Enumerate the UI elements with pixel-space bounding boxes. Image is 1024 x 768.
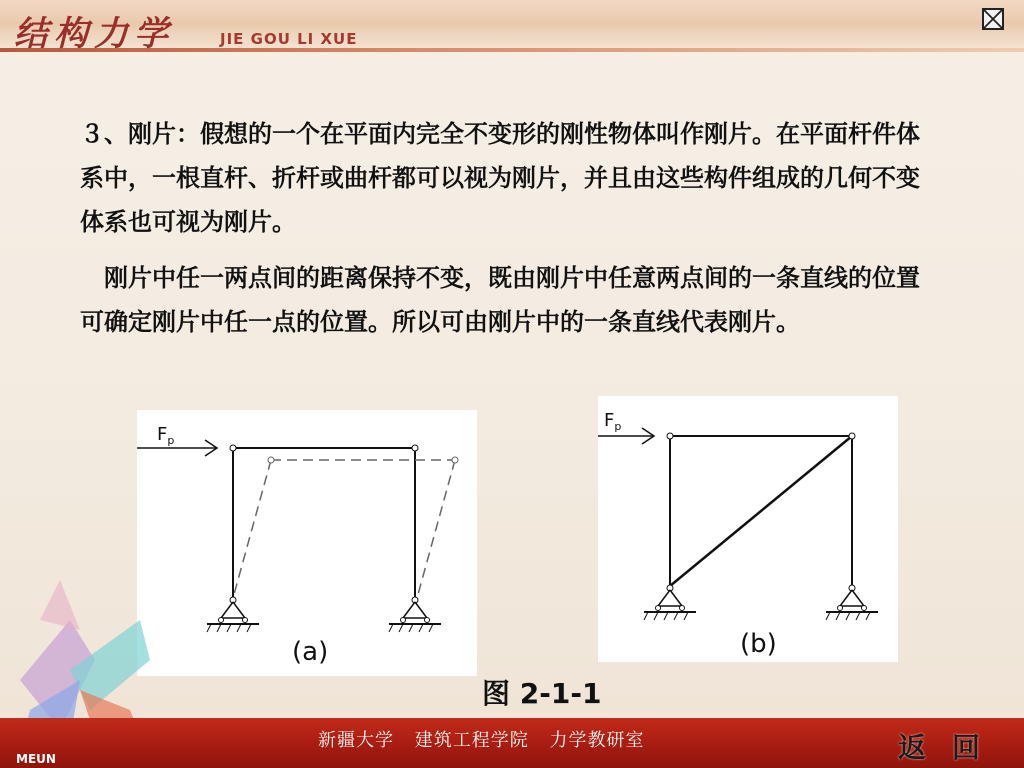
menu-button[interactable]: MEUN (16, 752, 56, 766)
frame-diagram-b (598, 396, 898, 662)
frame-diagram-a (137, 410, 477, 676)
figure-b-label: (b) (740, 629, 777, 659)
main-content (80, 112, 940, 344)
close-icon (984, 10, 1002, 28)
force-label-b: $F_p$ (604, 410, 622, 433)
page-title: 结构力学 (14, 14, 174, 54)
figure-b (598, 396, 898, 662)
back-button[interactable]: 返回 (898, 731, 1007, 764)
figure-a (137, 410, 477, 676)
close-button[interactable] (982, 8, 1004, 30)
paragraph-rigid-body-definition: ３、刚片：假想的一个在平面内完全不变形的刚性物体叫作刚片。在平面杆件体系中，一根直杆、折杆或曲杆都可以视为刚片，并且由这些构件组成的几何不变体系也可视为刚片。 (80, 120, 920, 236)
paragraph-rigid-body-representation: 刚片中任一两点间的距离保持不变，既由刚片中任意两点间的一条直线的位置可确定刚片中任一点的位置。所以可由刚片中的一条直线代表刚片。 (80, 264, 920, 336)
page-title-pinyin: JIE GOU LI XUE (220, 30, 358, 48)
figure-a-label: (a) (292, 637, 329, 667)
footer-institution: 新疆大学 建筑工程学院 力学教研室 (318, 730, 645, 751)
figure-caption: 图 2-1-1 (482, 677, 602, 710)
force-label-a: $F_p$ (157, 424, 175, 447)
